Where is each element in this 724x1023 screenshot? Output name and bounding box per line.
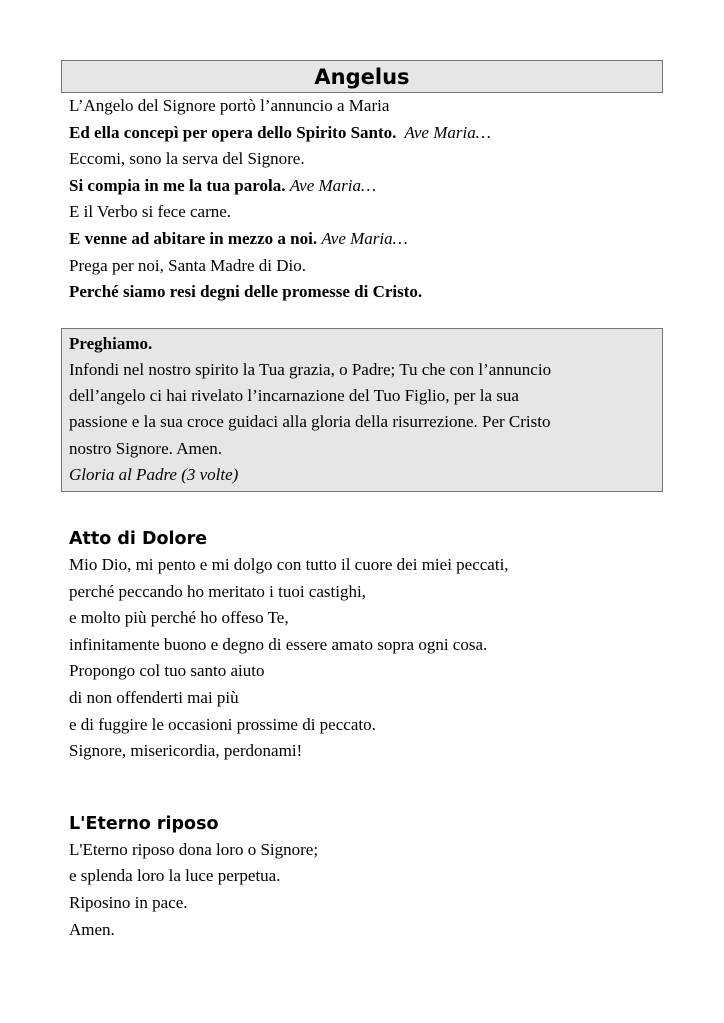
angelus-line-2	[69, 120, 663, 147]
angelus-line-6	[69, 226, 663, 253]
response-text: Si compia in me la tua parola.	[69, 175, 286, 195]
angelus-title: Angelus	[61, 60, 663, 93]
verse-line: Signore, misericordia, perdonami!	[69, 741, 303, 761]
prayer-line: dell’angelo ci hai rivelato l’incarnazione del Tuo Figlio, per la sua	[69, 386, 519, 406]
verse-line: e molto più perché ho offeso Te,	[69, 608, 289, 628]
prayer-box	[61, 328, 663, 492]
eterno-riposo-text	[61, 837, 663, 943]
verse-line: Propongo col tuo santo aiuto	[69, 661, 265, 681]
verse-line: Mio Dio, mi pento e mi dolgo con tutto il cuore dei miei peccati,	[69, 554, 509, 574]
prayer-line: Infondi nel nostro spirito la Tua grazia, o Padre; Tu che con l’annuncio	[69, 359, 552, 379]
prayer-line: passione e la sua croce guidaci alla gloria della risurrezione. Per Cristo	[69, 412, 551, 432]
angelus-line-8: Perché siamo resi degni delle promesse di Cristo.	[69, 282, 423, 302]
verse-line: perché peccando ho meritato i tuoi castighi,	[69, 581, 366, 601]
eterno-riposo-title: L'Eterno riposo	[69, 813, 219, 834]
verse-line: infinitamente buono e degno di essere amato sopra ogni cosa.	[69, 634, 488, 654]
atto-di-dolore-title: Atto di Dolore	[69, 528, 208, 549]
verse-line: Riposino in pace.	[69, 892, 188, 912]
angelus-line-3: Eccomi, sono la serva del Signore.	[69, 149, 305, 169]
angelus-line-5: E il Verbo si fece carne.	[69, 202, 232, 222]
prayer-heading: Preghiamo.	[69, 333, 153, 353]
response-text: E venne ad abitare in mezzo a noi.	[69, 228, 318, 248]
verse-line: Amen.	[69, 919, 115, 939]
prayer-line: nostro Signore. Amen.	[69, 438, 222, 458]
ave-maria-text: Ave Maria…	[404, 122, 491, 142]
ave-maria-text: Ave Maria…	[289, 175, 377, 195]
verse-line: e di fuggire le occasioni prossime di peccato.	[69, 714, 376, 734]
atto-di-dolore-text	[61, 552, 663, 765]
response-text: Ed ella concepì per opera dello Spirito Santo.	[69, 122, 397, 142]
ave-maria-text: Ave Maria…	[321, 228, 408, 248]
angelus-line-1: L’Angelo del Signore portò l’annuncio a Maria	[69, 96, 390, 115]
verse-line: L'Eterno riposo dona loro o Signore;	[69, 839, 319, 859]
angelus-line-7: Prega per noi, Santa Madre di Dio.	[69, 255, 306, 275]
angelus-verses	[61, 93, 663, 306]
document-page	[61, 60, 663, 943]
angelus-line-4	[69, 173, 663, 200]
verse-line: di non offenderti mai più	[69, 687, 239, 707]
prayer-closing: Gloria al Padre (3 volte)	[69, 464, 239, 484]
verse-line: e splenda loro la luce perpetua.	[69, 866, 281, 886]
